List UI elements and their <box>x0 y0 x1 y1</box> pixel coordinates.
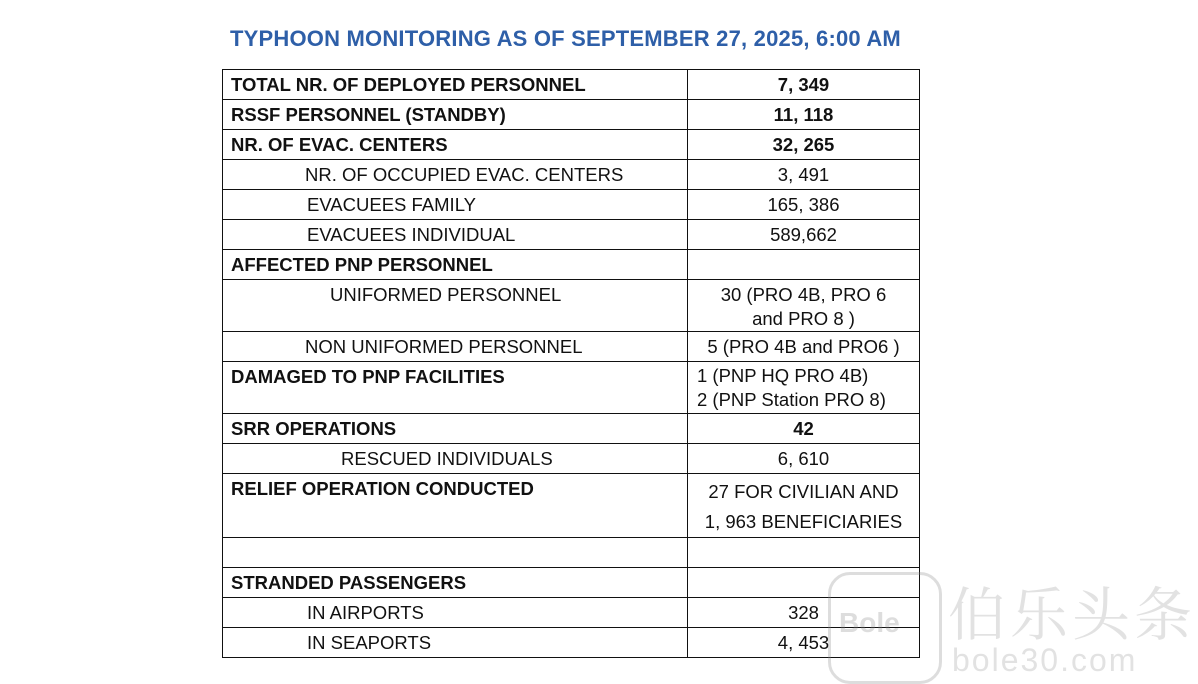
row-label: NR. OF EVAC. CENTERS <box>223 130 688 160</box>
row-label: DAMAGED TO PNP FACILITIES <box>223 362 688 414</box>
row-value: 589,662 <box>688 220 920 250</box>
row-label: RELIEF OPERATION CONDUCTED <box>223 474 688 538</box>
row-value <box>688 474 920 538</box>
watermark-url: bole30.com <box>952 642 1138 678</box>
table-row <box>223 220 920 250</box>
value-line: 27 FOR CIVILIAN AND <box>708 481 899 502</box>
value-line: 1 (PNP HQ PRO 4B) <box>697 365 869 386</box>
row-value <box>688 568 920 598</box>
row-label: EVACUEES FAMILY <box>223 190 688 220</box>
monitoring-table <box>222 69 920 658</box>
value-line: 2 (PNP Station PRO 8) <box>697 389 886 410</box>
table-row <box>223 70 920 100</box>
row-value: 7, 349 <box>688 70 920 100</box>
row-label: STRANDED PASSENGERS <box>223 568 688 598</box>
row-value <box>688 538 920 568</box>
table-row <box>223 100 920 130</box>
value-line: and PRO 8 ) <box>752 308 855 329</box>
row-value: 165, 386 <box>688 190 920 220</box>
row-value: 3, 491 <box>688 160 920 190</box>
row-label: RSSF PERSONNEL (STANDBY) <box>223 100 688 130</box>
row-label: IN AIRPORTS <box>223 598 688 628</box>
table-row <box>223 160 920 190</box>
row-value: 32, 265 <box>688 130 920 160</box>
table-row <box>223 474 920 538</box>
row-value <box>688 280 920 332</box>
table-row <box>223 568 920 598</box>
row-value <box>688 250 920 280</box>
row-label: AFFECTED PNP PERSONNEL <box>223 250 688 280</box>
row-label <box>223 538 688 568</box>
row-label: NON UNIFORMED PERSONNEL <box>223 332 688 362</box>
watermark-chinese-text: 伯乐头条 <box>948 581 1197 649</box>
row-label: SRR OPERATIONS <box>223 414 688 444</box>
table-row <box>223 538 920 568</box>
row-value: 328 <box>688 598 920 628</box>
row-label: UNIFORMED PERSONNEL <box>223 280 688 332</box>
table-row <box>223 414 920 444</box>
row-label: TOTAL NR. OF DEPLOYED PERSONNEL <box>223 70 688 100</box>
row-value: 42 <box>688 414 920 444</box>
watermark-logo-text: Bole <box>839 607 900 638</box>
row-label: RESCUED INDIVIDUALS <box>223 444 688 474</box>
row-value: 11, 118 <box>688 100 920 130</box>
table-row <box>223 130 920 160</box>
report-title: TYPHOON MONITORING AS OF SEPTEMBER 27, 2025, 6:00 AM <box>230 26 901 51</box>
row-value <box>688 362 920 414</box>
table-row <box>223 332 920 362</box>
table-row <box>223 250 920 280</box>
row-label: EVACUEES INDIVIDUAL <box>223 220 688 250</box>
table-row <box>223 362 920 414</box>
row-label: IN SEAPORTS <box>223 628 688 658</box>
row-value: 4, 453 <box>688 628 920 658</box>
value-line: 1, 963 BENEFICIARIES <box>704 511 903 532</box>
table-row <box>223 628 920 658</box>
row-label: NR. OF OCCUPIED EVAC. CENTERS <box>223 160 688 190</box>
table-row <box>223 444 920 474</box>
table-row <box>223 598 920 628</box>
value-line: 30 (PRO 4B, PRO 6 <box>720 284 887 305</box>
table-row <box>223 190 920 220</box>
row-value: 5 (PRO 4B and PRO6 ) <box>688 332 920 362</box>
table-row <box>223 280 920 332</box>
row-value: 6, 610 <box>688 444 920 474</box>
